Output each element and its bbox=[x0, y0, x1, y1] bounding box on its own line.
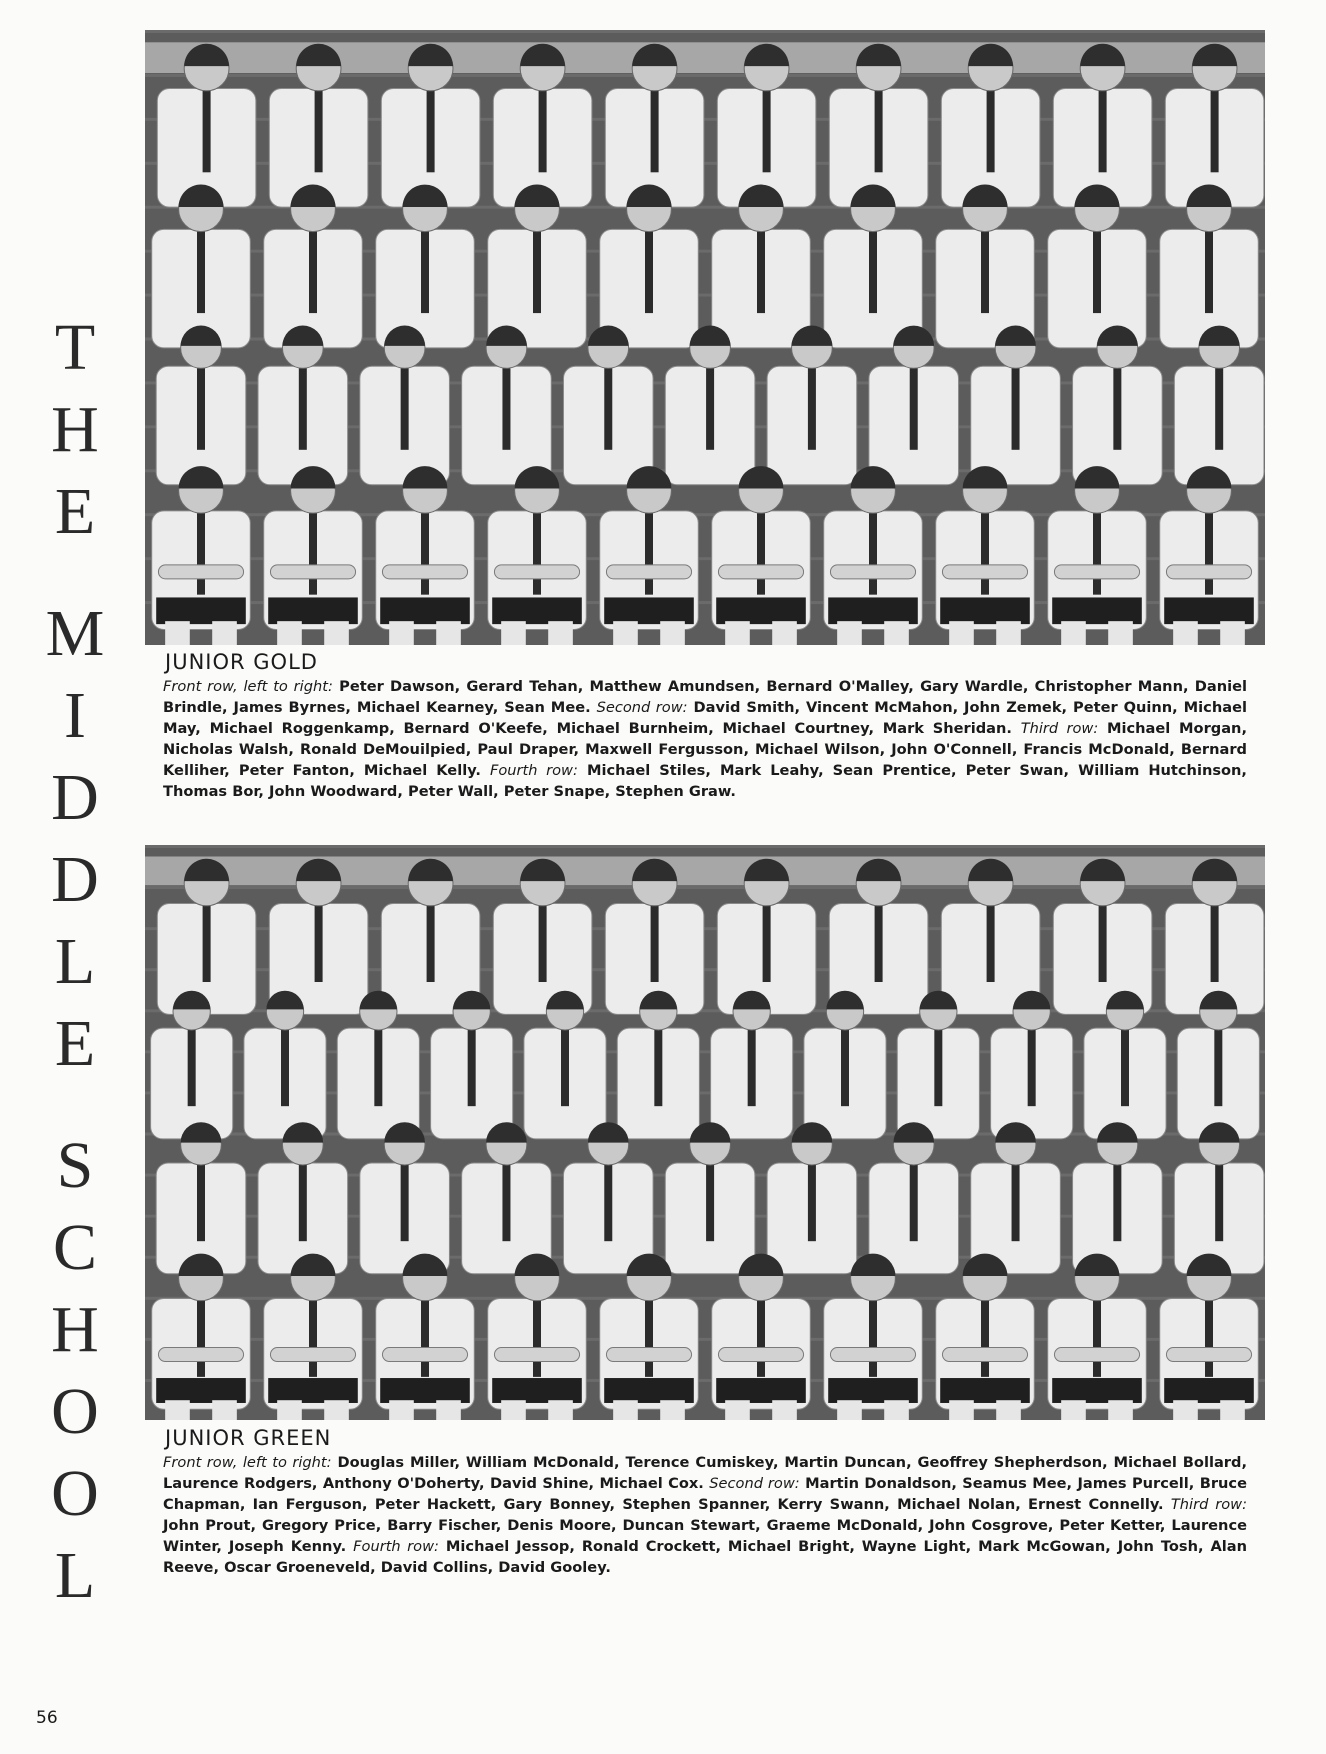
student-tie bbox=[1012, 368, 1020, 450]
title-letter: M bbox=[45, 597, 105, 670]
row-names: David Smith, Vincent McMahon, John Zemek, Peter Quinn, Michael May, Michael Roggenkamp, Bernard O'Keefe, Michael Burnheim, Michael Courtney, Mark Sheridan. bbox=[163, 699, 1247, 737]
student-knee bbox=[772, 1400, 797, 1420]
student-shorts bbox=[268, 1378, 358, 1403]
student-tie bbox=[203, 906, 211, 982]
row-names: Michael Morgan, Nicholas Walsh, Ronald DeMouilpied, Paul Draper, Maxwell Fergusson, Michael Wilson, John O'Connell, Francis McDonald, Bernard Kelliher, Peter Fanton, Michael Kelly. bbox=[163, 720, 1247, 779]
student-shorts bbox=[156, 1378, 246, 1403]
group-photo-drawing bbox=[145, 845, 1265, 1420]
row-names: John Prout, Gregory Price, Barry Fischer, Denis Moore, Duncan Stewart, Graeme McDonald, John Cosgrove, Peter Ketter, Laurence Winter, Joseph Kenny. bbox=[163, 1517, 1247, 1555]
student-tie bbox=[1113, 1165, 1121, 1241]
student-arms bbox=[1166, 565, 1251, 579]
student-tie bbox=[808, 368, 816, 450]
title-letter: S bbox=[56, 1129, 94, 1202]
student-shorts bbox=[604, 1378, 694, 1403]
student-knee bbox=[324, 621, 349, 645]
student-shorts bbox=[828, 597, 918, 624]
student-tie bbox=[706, 1165, 714, 1241]
student-knee bbox=[996, 621, 1021, 645]
student-tie bbox=[502, 368, 510, 450]
student-tie bbox=[533, 232, 541, 314]
student-tie bbox=[315, 91, 323, 173]
student-tie bbox=[934, 1030, 942, 1106]
caption-body bbox=[163, 1452, 1247, 1578]
student-tie bbox=[757, 1301, 765, 1377]
student-tie bbox=[1205, 232, 1213, 314]
student-tie bbox=[1121, 1030, 1129, 1106]
row-names: Martin Donaldson, Seamus Mee, James Purcell, Bruce Chapman, Ian Ferguson, Peter Hackett, Gary Bonney, Stephen Spanner, Kerry Swann, Michael Nolan, Ernest Connelly. bbox=[163, 1475, 1247, 1513]
student-arms bbox=[718, 1348, 803, 1362]
student-knee bbox=[548, 621, 573, 645]
title-letter: L bbox=[54, 925, 96, 998]
student-shorts bbox=[1052, 1378, 1142, 1403]
bleacher-line bbox=[145, 845, 1265, 848]
student-shorts bbox=[268, 597, 358, 624]
student-tie bbox=[981, 232, 989, 314]
student-tie bbox=[1215, 1165, 1223, 1241]
student-arms bbox=[382, 565, 467, 579]
group-heading: JUNIOR GREEN bbox=[165, 1426, 332, 1450]
student-tie bbox=[869, 232, 877, 314]
student-tie bbox=[539, 906, 547, 982]
caption-junior-gold bbox=[163, 650, 1247, 802]
student-tie bbox=[1093, 513, 1101, 595]
student-knee bbox=[613, 1400, 638, 1420]
student-arms bbox=[158, 565, 243, 579]
student-shorts bbox=[156, 597, 246, 624]
student-tie bbox=[808, 1165, 816, 1241]
student-knee bbox=[613, 621, 638, 645]
student-shorts bbox=[716, 1378, 806, 1403]
title-letter: T bbox=[54, 311, 96, 384]
student-arms bbox=[494, 565, 579, 579]
student-knee bbox=[837, 621, 862, 645]
student-tie bbox=[197, 368, 205, 450]
student-tie bbox=[1215, 368, 1223, 450]
title-letter: H bbox=[51, 393, 99, 466]
student-tie bbox=[427, 906, 435, 982]
student-tie bbox=[197, 1165, 205, 1241]
student-shorts bbox=[380, 597, 470, 624]
student-tie bbox=[651, 906, 659, 982]
student-tie bbox=[1099, 906, 1107, 982]
student-tie bbox=[281, 1030, 289, 1106]
student-tie bbox=[561, 1030, 569, 1106]
title-letter: L bbox=[54, 1539, 96, 1612]
student-tie bbox=[987, 906, 995, 982]
title-letter: D bbox=[51, 843, 99, 916]
student-tie bbox=[421, 513, 429, 595]
student-tie bbox=[309, 1301, 317, 1377]
student-arms bbox=[270, 565, 355, 579]
student-tie bbox=[1205, 513, 1213, 595]
group-photo-junior-green bbox=[145, 845, 1265, 1420]
bleacher-line bbox=[145, 30, 1265, 33]
student-tie bbox=[502, 1165, 510, 1241]
student-arms bbox=[942, 565, 1027, 579]
student-tie bbox=[299, 1165, 307, 1241]
student-tie bbox=[981, 1301, 989, 1377]
student-arms bbox=[718, 565, 803, 579]
student-knee bbox=[949, 621, 974, 645]
student-tie bbox=[197, 232, 205, 314]
row-label: Fourth row: bbox=[353, 1538, 439, 1555]
student-knee bbox=[837, 1400, 862, 1420]
student-knee bbox=[548, 1400, 573, 1420]
student-knee bbox=[389, 1400, 414, 1420]
student-tie bbox=[1211, 91, 1219, 173]
student-tie bbox=[748, 1030, 756, 1106]
student-tie bbox=[604, 368, 612, 450]
group-photo-drawing bbox=[145, 30, 1265, 645]
row-label: Third row: bbox=[1170, 1496, 1247, 1513]
row-names: Douglas Miller, William McDonald, Terence Cumiskey, Martin Duncan, Geoffrey Shepherdson, Michael Bollard, Laurence Rodgers, Anthony O'Doherty, David Shine, Michael Cox. bbox=[163, 1454, 1247, 1492]
student-shorts bbox=[492, 597, 582, 624]
student-shorts bbox=[492, 1378, 582, 1403]
student-tie bbox=[421, 1301, 429, 1377]
student-shorts bbox=[1052, 597, 1142, 624]
student-knee bbox=[436, 621, 461, 645]
title-letter: D bbox=[51, 761, 99, 834]
student-shorts bbox=[940, 1378, 1030, 1403]
student-knee bbox=[1173, 621, 1198, 645]
student-knee bbox=[949, 1400, 974, 1420]
student-tie bbox=[1205, 1301, 1213, 1377]
student-knee bbox=[1108, 621, 1133, 645]
student-tie bbox=[203, 91, 211, 173]
student-knee bbox=[1173, 1400, 1198, 1420]
student-knee bbox=[1061, 1400, 1086, 1420]
student-knee bbox=[436, 1400, 461, 1420]
student-shorts bbox=[1164, 1378, 1254, 1403]
student-tie bbox=[604, 1165, 612, 1241]
student-arms bbox=[1166, 1348, 1251, 1362]
student-tie bbox=[468, 1030, 476, 1106]
student-tie bbox=[841, 1030, 849, 1106]
student-arms bbox=[830, 1348, 915, 1362]
student-tie bbox=[374, 1030, 382, 1106]
student-knee bbox=[501, 621, 526, 645]
student-knee bbox=[660, 621, 685, 645]
student-tie bbox=[757, 232, 765, 314]
student-knee bbox=[996, 1400, 1021, 1420]
student-tie bbox=[421, 232, 429, 314]
student-tie bbox=[197, 513, 205, 595]
title-letter: I bbox=[64, 679, 86, 752]
student-tie bbox=[533, 513, 541, 595]
student-knee bbox=[1108, 1400, 1133, 1420]
title-letter: O bbox=[51, 1375, 99, 1448]
student-tie bbox=[981, 513, 989, 595]
caption-body bbox=[163, 676, 1247, 802]
student-tie bbox=[427, 91, 435, 173]
student-arms bbox=[1054, 565, 1139, 579]
side-title bbox=[30, 311, 120, 1625]
student-knee bbox=[725, 1400, 750, 1420]
student-tie bbox=[763, 91, 771, 173]
student-tie bbox=[188, 1030, 196, 1106]
student-tie bbox=[309, 232, 317, 314]
student-arms bbox=[606, 565, 691, 579]
title-letter: E bbox=[54, 475, 96, 548]
student-arms bbox=[494, 1348, 579, 1362]
group-photo-junior-gold bbox=[145, 30, 1265, 645]
student-knee bbox=[1220, 1400, 1245, 1420]
student-knee bbox=[884, 621, 909, 645]
student-tie bbox=[645, 232, 653, 314]
student-knee bbox=[772, 621, 797, 645]
student-shorts bbox=[604, 597, 694, 624]
student-tie bbox=[1012, 1165, 1020, 1241]
student-tie bbox=[401, 1165, 409, 1241]
student-knee bbox=[501, 1400, 526, 1420]
student-knee bbox=[1061, 621, 1086, 645]
student-knee bbox=[277, 621, 302, 645]
student-knee bbox=[725, 621, 750, 645]
title-letter: H bbox=[51, 1293, 99, 1366]
student-arms bbox=[270, 1348, 355, 1362]
student-tie bbox=[299, 368, 307, 450]
student-knee bbox=[660, 1400, 685, 1420]
student-tie bbox=[1214, 1030, 1222, 1106]
student-shorts bbox=[716, 597, 806, 624]
student-tie bbox=[875, 906, 883, 982]
row-label: Fourth row: bbox=[489, 762, 578, 779]
student-knee bbox=[212, 1400, 237, 1420]
row-names: Peter Dawson, Gerard Tehan, Matthew Amundsen, Bernard O'Malley, Gary Wardle, Christopher Mann, Daniel Brindle, James Byrnes, Michael Kearney, Sean Mee. bbox=[163, 678, 1248, 716]
student-tie bbox=[401, 368, 409, 450]
caption-junior-green bbox=[163, 1426, 1247, 1578]
title-letter: C bbox=[52, 1211, 98, 1284]
student-shorts bbox=[1164, 597, 1254, 624]
student-shorts bbox=[828, 1378, 918, 1403]
student-arms bbox=[158, 1348, 243, 1362]
student-tie bbox=[1099, 91, 1107, 173]
student-knee bbox=[884, 1400, 909, 1420]
student-tie bbox=[645, 513, 653, 595]
student-shorts bbox=[940, 597, 1030, 624]
student-tie bbox=[1093, 232, 1101, 314]
student-knee bbox=[165, 621, 190, 645]
student-knee bbox=[165, 1400, 190, 1420]
student-tie bbox=[1113, 368, 1121, 450]
page-number: 56 bbox=[36, 1708, 58, 1728]
student-tie bbox=[1028, 1030, 1036, 1106]
student-shorts bbox=[380, 1378, 470, 1403]
row-names: Michael Jessop, Ronald Crockett, Michael Bright, Wayne Light, Mark McGowan, John Tosh, Alan Reeve, Oscar Groeneveld, David Collins, David Gooley. bbox=[163, 1538, 1248, 1576]
student-tie bbox=[1211, 906, 1219, 982]
row-label: Front row, left to right: bbox=[163, 678, 333, 695]
student-tie bbox=[315, 906, 323, 982]
student-tie bbox=[869, 513, 877, 595]
student-arms bbox=[830, 565, 915, 579]
title-letter: O bbox=[51, 1457, 99, 1530]
student-knee bbox=[324, 1400, 349, 1420]
student-tie bbox=[987, 91, 995, 173]
row-names: Michael Stiles, Mark Leahy, Sean Prentice, Peter Swan, William Hutchinson, Thomas Bor, John Woodward, Peter Wall, Peter Snape, Stephen Graw. bbox=[163, 762, 1247, 800]
student-knee bbox=[1220, 621, 1245, 645]
row-label: Front row, left to right: bbox=[163, 1454, 332, 1471]
group-heading: JUNIOR GOLD bbox=[165, 650, 318, 674]
student-tie bbox=[706, 368, 714, 450]
student-tie bbox=[910, 368, 918, 450]
student-tie bbox=[197, 1301, 205, 1377]
student-tie bbox=[869, 1301, 877, 1377]
student-arms bbox=[1054, 1348, 1139, 1362]
title-letter: E bbox=[54, 1007, 96, 1080]
student-knee bbox=[277, 1400, 302, 1420]
row-label: Second row: bbox=[709, 1475, 800, 1492]
student-arms bbox=[382, 1348, 467, 1362]
student-tie bbox=[645, 1301, 653, 1377]
student-arms bbox=[942, 1348, 1027, 1362]
student-tie bbox=[539, 91, 547, 173]
student-tie bbox=[309, 513, 317, 595]
row-label: Third row: bbox=[1020, 720, 1099, 737]
student-knee bbox=[389, 621, 414, 645]
student-tie bbox=[1093, 1301, 1101, 1377]
student-tie bbox=[533, 1301, 541, 1377]
student-tie bbox=[875, 91, 883, 173]
student-tie bbox=[763, 906, 771, 982]
student-tie bbox=[910, 1165, 918, 1241]
student-knee bbox=[212, 621, 237, 645]
student-tie bbox=[651, 91, 659, 173]
row-label: Second row: bbox=[596, 699, 688, 716]
student-tie bbox=[654, 1030, 662, 1106]
student-arms bbox=[606, 1348, 691, 1362]
student-tie bbox=[757, 513, 765, 595]
